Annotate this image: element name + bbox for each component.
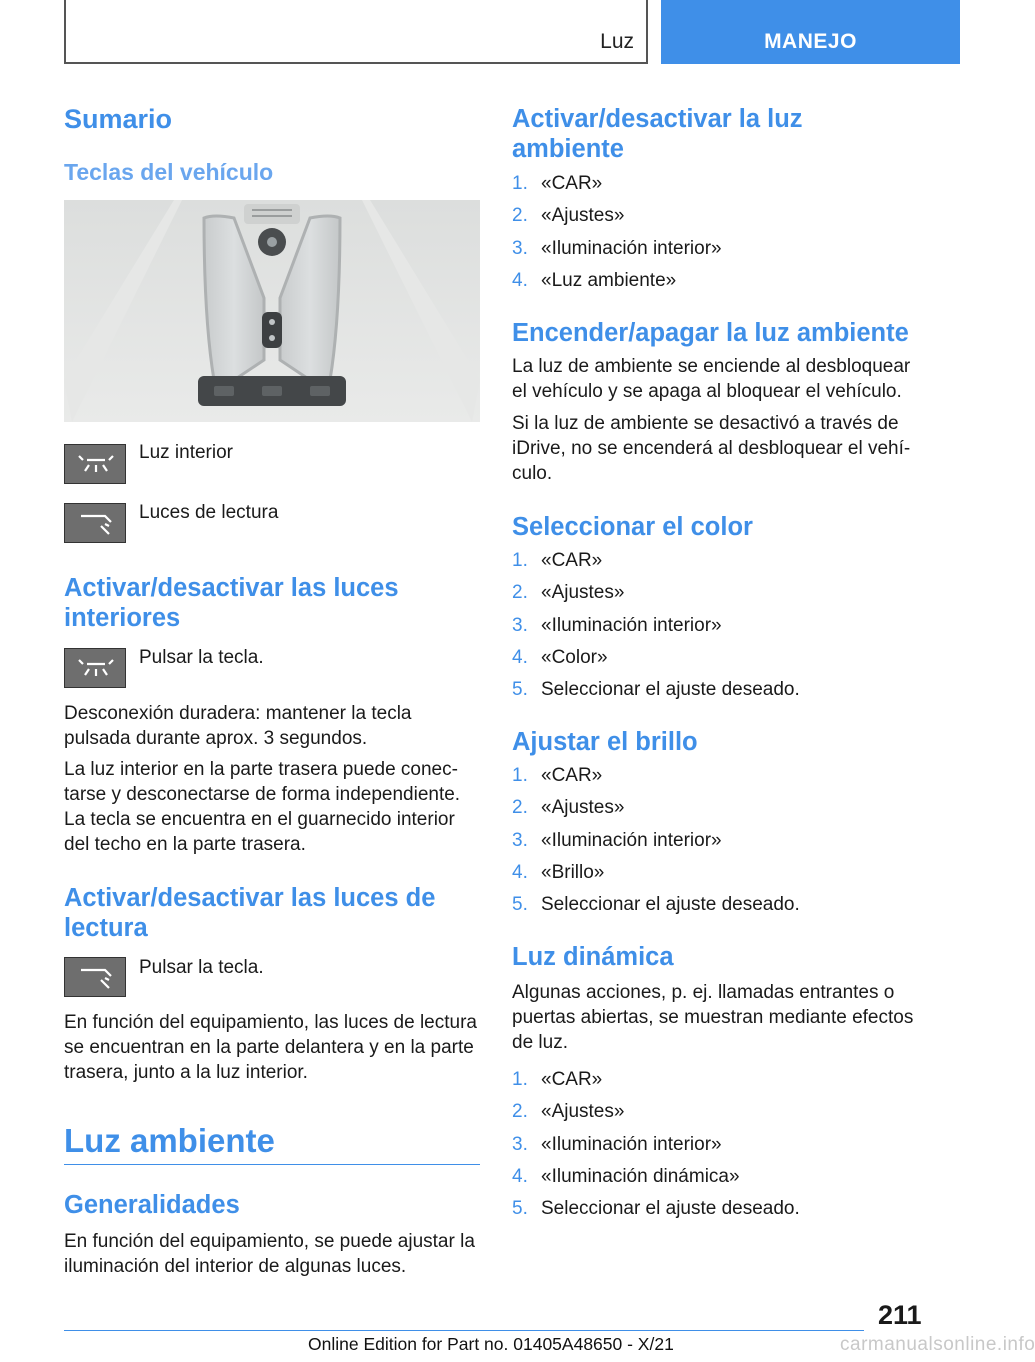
header-section-title: Luz bbox=[600, 30, 634, 53]
list-item-text: «Ajustes» bbox=[541, 582, 625, 604]
list-item-number: 1. bbox=[512, 173, 528, 194]
paragraph: La luz de ambiente se enciende al desbloquear el vehículo y se apaga al bloquear el vehículo. bbox=[512, 356, 911, 402]
heading-interior-lights: Activar/desactivar las luces interiores bbox=[64, 574, 399, 632]
watermark: carmanualsonline.info bbox=[840, 1334, 1035, 1355]
chapter-rule bbox=[64, 1164, 480, 1165]
list-item-number: 3. bbox=[512, 829, 528, 851]
list-item-text: Seleccionar el ajuste deseado. bbox=[541, 1198, 800, 1220]
heading-ambient-on-off: Encender/apagar la luz ambiente bbox=[512, 319, 909, 347]
list-item-text: «Iluminación interior» bbox=[541, 829, 722, 851]
section-title: Sumario bbox=[64, 104, 173, 134]
heading-ambient-toggle: Activar/desactivar la luz ambiente bbox=[512, 105, 803, 163]
heading-brightness: Ajustar el brillo bbox=[512, 728, 698, 756]
list-item-number: 2. bbox=[512, 1101, 528, 1123]
list-item-number: 2. bbox=[512, 205, 528, 227]
list-item-text: «CAR» bbox=[541, 550, 603, 571]
list-item-text: «Ajustes» bbox=[541, 205, 625, 227]
press-key-text: Pulsar la tecla. bbox=[139, 957, 264, 978]
list-item-text: Seleccionar el ajuste deseado. bbox=[541, 894, 800, 916]
footer-rule bbox=[64, 1330, 864, 1331]
list-item-text: «Luz ambiente» bbox=[541, 269, 677, 291]
heading-select-color: Seleccionar el color bbox=[512, 513, 753, 541]
list-item-number: 4. bbox=[512, 861, 528, 883]
reading-light-key-icon bbox=[64, 503, 126, 543]
paragraph: En función del equipamiento, las luces de lectura se encuentran en la parte delantera y en la parte trasera, junto a la luz interior. bbox=[64, 1012, 477, 1083]
list-item-text: «CAR» bbox=[541, 1069, 603, 1090]
list-item-number: 5. bbox=[512, 679, 528, 701]
list-item-number: 2. bbox=[512, 582, 528, 604]
edition-text: Online Edition for Part no. 01405A48650 - X/21 bbox=[308, 1334, 674, 1354]
list-item-number: 4. bbox=[512, 1165, 528, 1187]
paragraph: Algunas acciones, p. ej. llamadas entrantes o puertas abiertas, se muestran mediante efectos de luz. bbox=[512, 982, 914, 1053]
list-item-text: Seleccionar el ajuste deseado. bbox=[541, 679, 800, 701]
heading-dynamic-light: Luz dinámica bbox=[512, 943, 674, 971]
list-item-number: 3. bbox=[512, 614, 528, 636]
list-item-text: «Brillo» bbox=[541, 861, 605, 883]
list-item-number: 4. bbox=[512, 269, 528, 291]
list-item-text: «Iluminación interior» bbox=[541, 237, 722, 259]
list-item-number: 1. bbox=[512, 1069, 528, 1090]
subsection-title: Teclas del vehículo bbox=[64, 159, 274, 185]
list-item-text: «Iluminación interior» bbox=[541, 1133, 722, 1155]
list-item-text: «Ajustes» bbox=[541, 797, 625, 819]
list-item-text: «Iluminación dinámica» bbox=[541, 1165, 740, 1187]
list-item-text: «Iluminación interior» bbox=[541, 614, 722, 636]
page-number: 211 bbox=[878, 1300, 922, 1330]
list-item-number: 3. bbox=[512, 237, 528, 259]
paragraph: Desconexión duradera: mantener la tecla pulsada durante aprox. 3 segundos. bbox=[64, 703, 412, 749]
list-item-number: 5. bbox=[512, 894, 528, 916]
overhead-console-photo bbox=[64, 200, 480, 422]
heading-general: Generalidades bbox=[64, 1191, 240, 1219]
paragraph: Si la luz de ambiente se desactivó a través de iDrive, no se encenderá al desbloquear el vehículo. bbox=[512, 413, 911, 484]
list-item-text: «CAR» bbox=[541, 173, 603, 194]
list-item-number: 1. bbox=[512, 550, 528, 571]
list-item-text: «CAR» bbox=[541, 765, 603, 786]
interior-light-key-icon bbox=[64, 444, 126, 484]
interior-light-key-icon bbox=[64, 648, 126, 688]
list-item-number: 3. bbox=[512, 1133, 528, 1155]
key-label-interior: Luz interior bbox=[139, 442, 233, 463]
list-item-text: «Color» bbox=[541, 646, 608, 668]
paragraph: La luz interior en la parte trasera puede conectarse y desconectarse de forma independiente. La tecla se encuentra en el guarnecido interior del techo en la parte trasera. bbox=[64, 759, 461, 855]
paragraph: En función del equipamiento, se puede ajustar la iluminación del interior de algunas luces. bbox=[64, 1231, 475, 1277]
chapter-title: Luz ambiente bbox=[64, 1122, 275, 1159]
key-label-reading: Luces de lectura bbox=[139, 502, 279, 523]
list-item-text: «Ajustes» bbox=[541, 1101, 625, 1123]
list-item-number: 2. bbox=[512, 797, 528, 819]
list-item-number: 1. bbox=[512, 765, 528, 786]
list-item-number: 4. bbox=[512, 646, 528, 668]
list-item-number: 5. bbox=[512, 1198, 528, 1220]
header-chapter-tab: MANEJO bbox=[661, 0, 960, 64]
header-box bbox=[64, 0, 648, 64]
press-key-text: Pulsar la tecla. bbox=[139, 647, 264, 668]
reading-light-key-icon bbox=[64, 957, 126, 997]
heading-reading-lights: Activar/desactivar las luces de lectura bbox=[64, 884, 436, 942]
